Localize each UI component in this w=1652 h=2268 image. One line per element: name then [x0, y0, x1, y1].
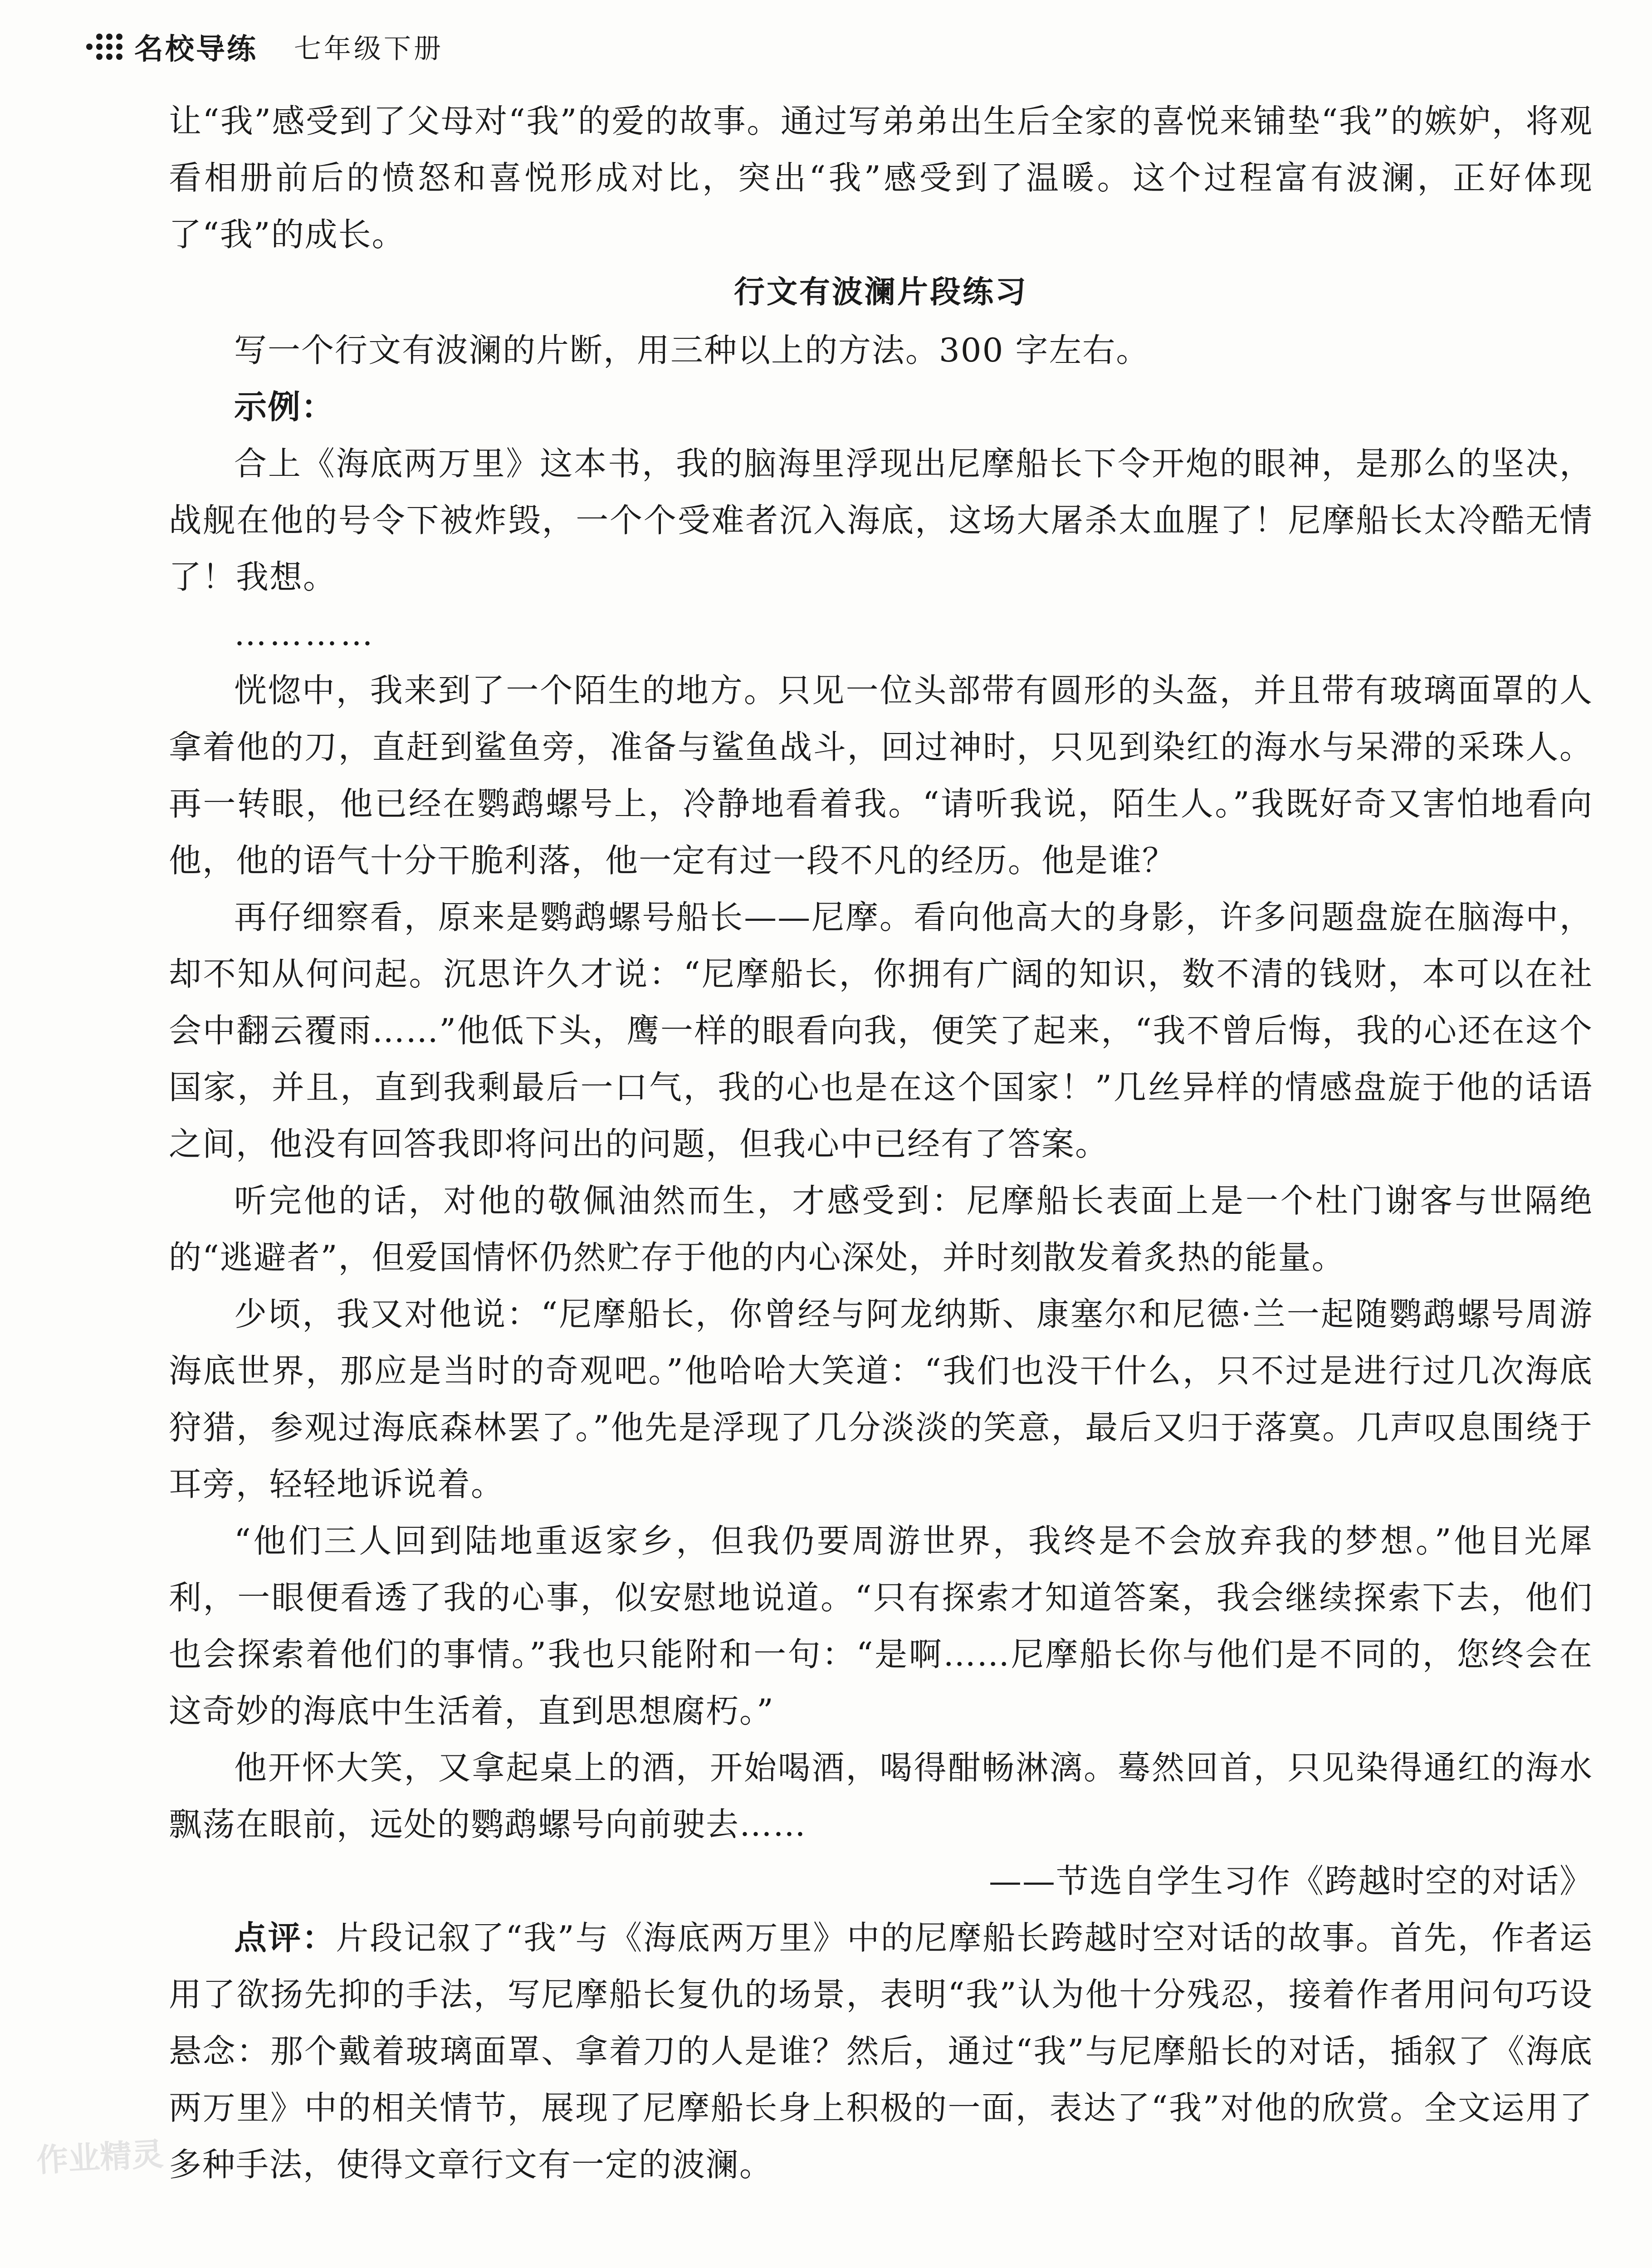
example-paragraph-5: 少顷，我又对他说：“尼摩船长，你曾经与阿龙纳斯、康塞尔和尼德·兰一起随鹦鹉螺号周游海底世界，那应是当时的奇观吧。”他哈哈大笑道：“我们也没干什么，只不过是进行过几次海底狩猎，参观过海底森林罢了。”他先是浮现了几分淡淡的笑意，最后又归于落寞。几声叹息围绕于耳旁，轻轻地诉说着。: [169, 1295, 1593, 1503]
watermark-logo: 作业精灵: [35, 2135, 165, 2180]
book-grade: 七年级下册: [294, 33, 444, 65]
ellipsis-line: …………: [234, 615, 376, 653]
example-paragraph-4: 听完他的话，对他的敬佩油然而生，才感受到：尼摩船长表面上是一个杜门谢客与世隔绝的“逃避者”，但爱国情怀仍然贮存于他的内心深处，并时刻散发着炙热的能量。: [169, 1182, 1593, 1276]
page-header: [86, 22, 1565, 72]
example-paragraph-2: 恍惚中，我来到了一个陌生的地方。只见一位头部带有圆形的头盔，并且带有玻璃面罩的人拿着他的刀，直赶到鲨鱼旁，准备与鲨鱼战斗，回过神时，只见到染红的海水与呆滞的采珠人。再一转眼，他已经在鹦鹉螺号上，冷静地看着我。“请听我说，陌生人。”我既好奇又害怕地看向他，他的语气十分干脆利落，他一定有过一段不凡的经历。他是谁？: [169, 671, 1593, 880]
example-paragraph-7: 他开怀大笑，又拿起桌上的酒，开始喝酒，喝得酣畅淋漓。蓦然回首，只见染得通红的海水飘荡在眼前，远处的鹦鹉螺号向前驶去……: [169, 1749, 1593, 1843]
page-content: [169, 93, 1593, 2193]
example-label-line: [169, 379, 1593, 435]
book-brand: 名校导练: [134, 33, 258, 66]
comment-text: 片段记叙了“我”与《海底两万里》中的尼摩船长跨越时空对话的故事。首先，作者运用了欲扬先抑的手法，写尼摩船长复仇的场景，表明“我”认为他十分残忍，接着作者用问句巧设悬念：那个戴着玻璃面罩、拿着刀的人是谁？然后，通过“我”与尼摩船长的对话，插叙了《海底两万里》中的相关情节，展现了尼摩船长身上积极的一面，表达了“我”对他的欣赏。全文运用了多种手法，使得文章行文有一定的波澜。: [169, 1919, 1593, 2184]
section-title: 行文有波澜片段练习: [733, 274, 1028, 310]
dots-logo-icon: [86, 34, 122, 60]
example-paragraph-6: “他们三人回到陆地重返家乡，但我仍要周游世界，我终是不会放弃我的梦想。”他目光犀利，一眼便看透了我的心事，似安慰地说道。“只有探索才知道答案，我会继续探索下去，他们也会探索着他们的事情。”我也只能附和一句：“是啊……尼摩船长你与他们是不同的，您终会在这奇妙的海底中生活着，直到思想腐朽。”: [169, 1522, 1593, 1730]
example-paragraph-1: 合上《海底两万里》这本书，我的脑海里浮现出尼摩船长下令开炮的眼神，是那么的坚决，战舰在他的号令下被炸毁，一个个受难者沉入海底，这场大屠杀太血腥了！尼摩船长太冷酷无情了！我想。: [169, 445, 1593, 596]
source-attribution: ——节选自学生习作《跨越时空的对话》: [988, 1862, 1593, 1900]
task-paragraph: 写一个行文有波澜的片断，用三种以上的方法。300 字左右。: [234, 331, 1150, 369]
comment-label: 点评：: [234, 1919, 336, 1957]
comment-paragraph: [169, 1910, 1593, 2193]
intro-paragraph: 让“我”感受到了父母对“我”的爱的故事。通过写弟弟出生后全家的喜悦来铺垫“我”的嫉妒，将观看相册前后的愤怒和喜悦形成对比，突出“我”感受到了温暖。这个过程富有波澜，正好体现了“我”的成长。: [169, 102, 1593, 254]
example-paragraph-3: 再仔细察看，原来是鹦鹉螺号船长——尼摩。看向他高大的身影，许多问题盘旋在脑海中，却不知从何问起。沉思许久才说：“尼摩船长，你拥有广阔的知识，数不清的钱财，本可以在社会中翻云覆雨……”他低下头，鹰一样的眼看向我，便笑了起来，“我不曾后悔，我的心还在这个国家，并且，直到我剩最后一口气，我的心也是在这个国家！”几丝异样的情感盘旋于他的话语之间，他没有回答我即将问出的问题，但我心中已经有了答案。: [169, 898, 1593, 1163]
example-label: 示例：: [234, 388, 335, 426]
